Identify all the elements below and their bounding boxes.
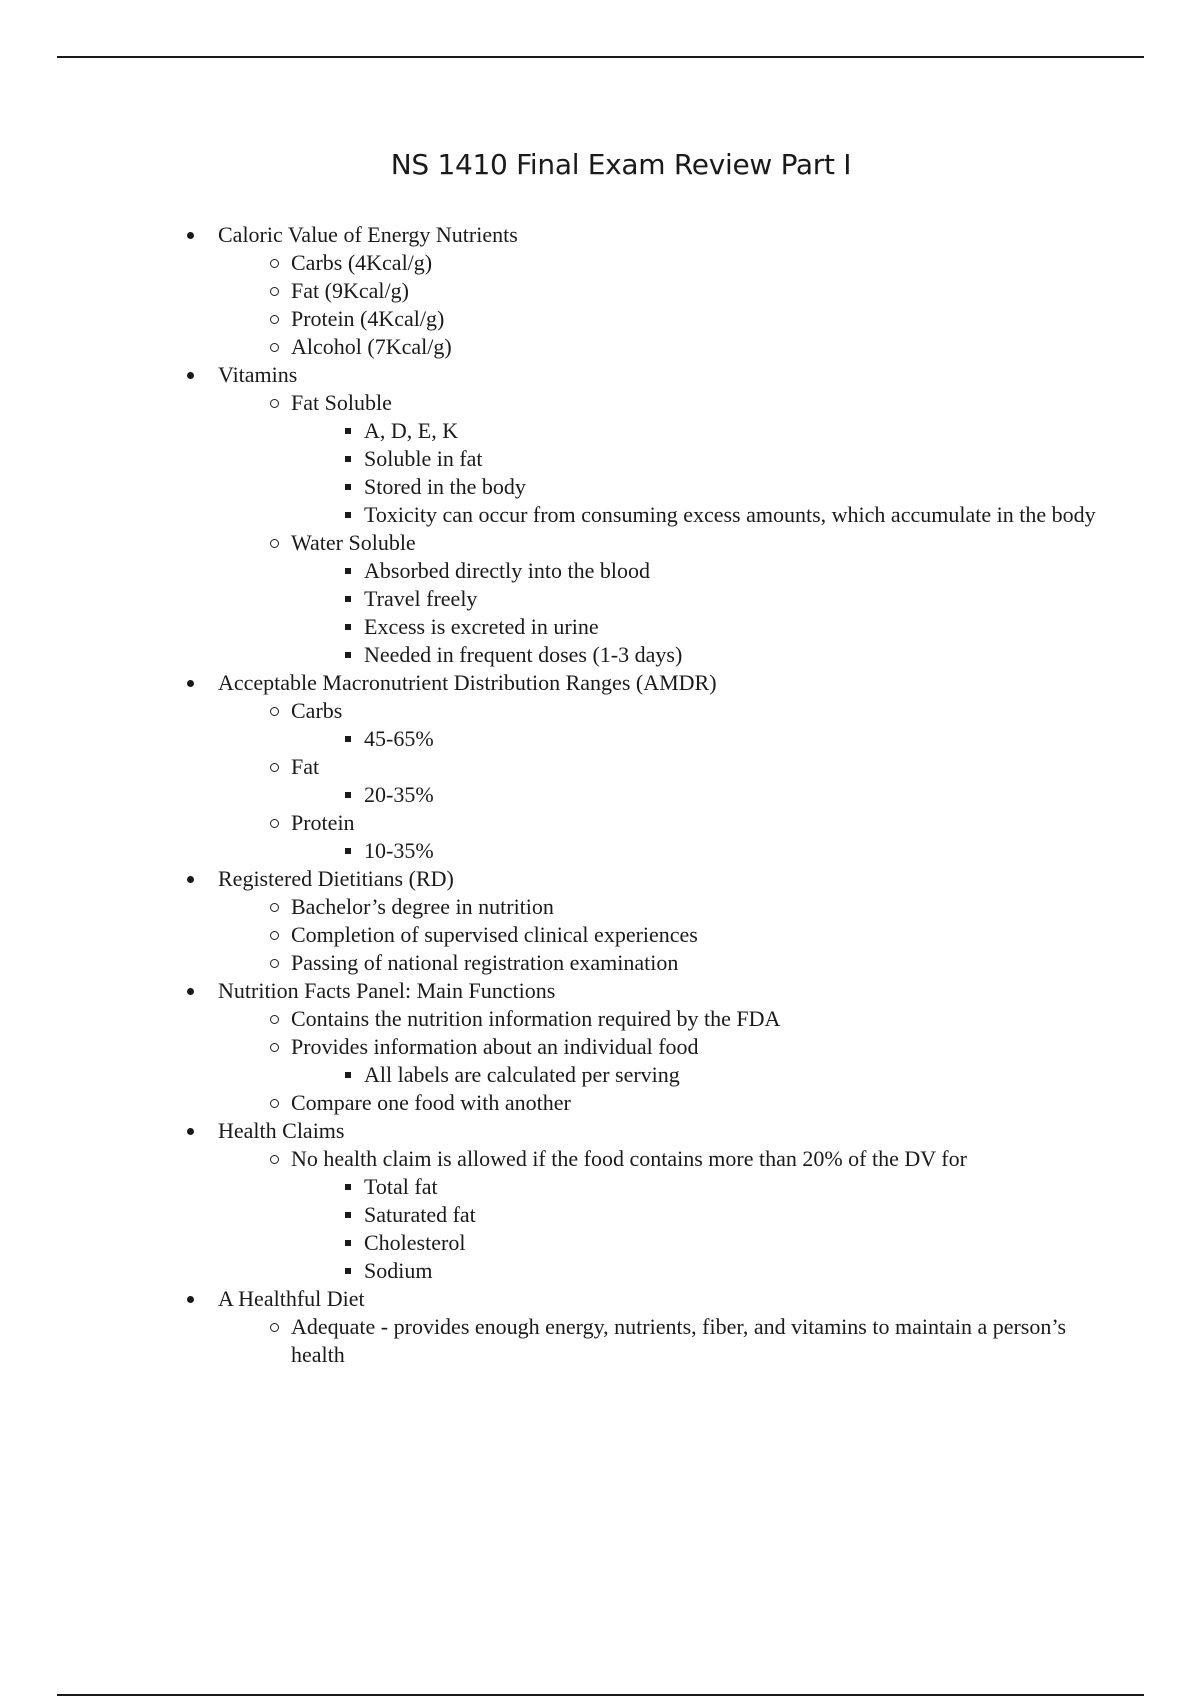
sub-item: [218, 249, 1200, 277]
bullet-ring-icon: [264, 921, 284, 949]
bullet-ring-icon: [264, 1033, 284, 1061]
bullet-square-icon: [338, 1229, 358, 1257]
bullet-ring-icon: [264, 389, 284, 417]
bullet-dot-icon: [180, 1285, 200, 1313]
bullet-ring-icon: [264, 1145, 284, 1173]
sub-list: [218, 893, 1200, 977]
sub-item-text: Fat: [291, 754, 320, 779]
bullet-square-icon: [338, 473, 358, 501]
detail-item: [291, 1229, 1200, 1257]
sub-item-text: No health claim is allowed if the food contains more than 20% of the DV for: [291, 1146, 967, 1171]
bullet-square-icon: [338, 613, 358, 641]
detail-item: [291, 557, 1200, 585]
bullet-square-icon: [338, 557, 358, 585]
detail-list: [291, 1173, 1200, 1285]
sub-item: [218, 1005, 1200, 1033]
detail-item-text: 10-35%: [364, 838, 434, 863]
outline-item-text: Registered Dietitians (RD): [218, 866, 454, 891]
detail-list: [291, 725, 1200, 753]
sub-item-text: Passing of national registration examination: [291, 950, 679, 975]
bullet-ring-icon: [264, 1313, 284, 1341]
sub-item-text: Contains the nutrition information required by the FDA: [291, 1006, 781, 1031]
sub-item-text: Adequate - provides enough energy, nutrients, fiber, and vitamins to maintain a person’s health: [291, 1314, 1067, 1367]
sub-item: [218, 529, 1200, 669]
bullet-square-icon: [338, 501, 358, 529]
bullet-ring-icon: [264, 809, 284, 837]
sub-list: [218, 1145, 1200, 1285]
detail-item: [291, 1173, 1200, 1201]
bullet-ring-icon: [264, 1089, 284, 1117]
bullet-square-icon: [338, 1201, 358, 1229]
sub-item: [218, 1089, 1200, 1117]
bullet-dot-icon: [180, 977, 200, 1005]
bullet-ring-icon: [264, 249, 284, 277]
bullet-square-icon: [338, 837, 358, 865]
detail-item-text: A, D, E, K: [364, 418, 459, 443]
detail-item: [291, 417, 1200, 445]
bullet-dot-icon: [180, 361, 200, 389]
sub-item-text: Carbs: [291, 698, 343, 723]
sub-item-text: Fat Soluble: [291, 390, 392, 415]
outline-item: [0, 977, 1200, 1117]
outline-item-text: A Healthful Diet: [218, 1286, 365, 1311]
detail-item: [291, 473, 1200, 501]
detail-item-text: Sodium: [364, 1258, 433, 1283]
bullet-ring-icon: [264, 753, 284, 781]
sub-list: [218, 249, 1200, 361]
bottom-rule: [57, 1694, 1144, 1696]
detail-list: [291, 1061, 1200, 1089]
sub-item-text: Compare one food with another: [291, 1090, 571, 1115]
detail-item-text: All labels are calculated per serving: [364, 1062, 680, 1087]
bullet-square-icon: [338, 781, 358, 809]
sub-item: [218, 1145, 1200, 1285]
sub-item-text: Completion of supervised clinical experiences: [291, 922, 698, 947]
detail-list: [291, 781, 1200, 809]
detail-item: [291, 585, 1200, 613]
detail-item: [291, 781, 1200, 809]
sub-item: [218, 333, 1200, 361]
bullet-dot-icon: [180, 221, 200, 249]
bullet-square-icon: [338, 1061, 358, 1089]
sub-item: [218, 1313, 1200, 1369]
detail-item-text: 45-65%: [364, 726, 434, 751]
sub-item: [218, 389, 1200, 529]
sub-item-text: Protein: [291, 810, 355, 835]
sub-item: [218, 1033, 1200, 1089]
bullet-square-icon: [338, 585, 358, 613]
outline-item: [0, 1285, 1200, 1369]
detail-item: [291, 1257, 1200, 1285]
sub-list: [218, 389, 1200, 669]
detail-item: [291, 725, 1200, 753]
bullet-dot-icon: [180, 1117, 200, 1145]
detail-item: [291, 501, 1200, 529]
sub-item: [218, 949, 1200, 977]
detail-item: [291, 1061, 1200, 1089]
detail-item-text: Excess is excreted in urine: [364, 614, 599, 639]
bullet-ring-icon: [264, 949, 284, 977]
bullet-dot-icon: [180, 669, 200, 697]
detail-item-text: Needed in frequent doses (1-3 days): [364, 642, 683, 667]
detail-list: [291, 557, 1200, 669]
outline-item-text: Nutrition Facts Panel: Main Functions: [218, 978, 556, 1003]
sub-item-text: Carbs (4Kcal/g): [291, 250, 433, 275]
bullet-square-icon: [338, 641, 358, 669]
bullet-ring-icon: [264, 529, 284, 557]
detail-item-text: Soluble in fat: [364, 446, 483, 471]
bullet-ring-icon: [264, 333, 284, 361]
outline-item: [0, 221, 1200, 361]
bullet-ring-icon: [264, 893, 284, 921]
detail-item-text: Toxicity can occur from consuming excess amounts, which accumulate in the body: [364, 502, 1096, 527]
bullet-ring-icon: [264, 305, 284, 333]
bullet-square-icon: [338, 1173, 358, 1201]
sub-item-text: Bachelor’s degree in nutrition: [291, 894, 554, 919]
outline-item: [0, 865, 1200, 977]
outline-list: [0, 221, 1200, 1369]
sub-item-text: Fat (9Kcal/g): [291, 278, 409, 303]
outline: [0, 221, 1200, 1369]
sub-item: [218, 893, 1200, 921]
detail-item-text: Total fat: [364, 1174, 438, 1199]
sub-item-text: Provides information about an individual food: [291, 1034, 699, 1059]
bullet-ring-icon: [264, 697, 284, 725]
detail-item-text: Absorbed directly into the blood: [364, 558, 650, 583]
sub-list: [218, 1005, 1200, 1117]
sub-item-text: Alcohol (7Kcal/g): [291, 334, 452, 359]
sub-item: [218, 305, 1200, 333]
outline-item-text: Caloric Value of Energy Nutrients: [218, 222, 518, 247]
detail-item-text: Cholesterol: [364, 1230, 466, 1255]
sub-list: [218, 697, 1200, 865]
outline-item: [0, 361, 1200, 669]
detail-item-text: Travel freely: [364, 586, 478, 611]
outline-item: [0, 669, 1200, 865]
bullet-square-icon: [338, 445, 358, 473]
detail-item: [291, 445, 1200, 473]
outline-item-text: Acceptable Macronutrient Distribution Ranges (AMDR): [218, 670, 717, 695]
bullet-square-icon: [338, 417, 358, 445]
outline-item: [0, 1117, 1200, 1285]
sub-item: [218, 921, 1200, 949]
outline-item-text: Health Claims: [218, 1118, 345, 1143]
bullet-square-icon: [338, 725, 358, 753]
detail-list: [291, 837, 1200, 865]
sub-item-text: Water Soluble: [291, 530, 416, 555]
sub-item-text: Protein (4Kcal/g): [291, 306, 445, 331]
detail-list: [291, 417, 1200, 529]
detail-item: [291, 613, 1200, 641]
detail-item: [291, 837, 1200, 865]
sub-list: [218, 1313, 1200, 1369]
detail-item-text: 20-35%: [364, 782, 434, 807]
sub-item: [218, 697, 1200, 753]
sub-item: [218, 277, 1200, 305]
page-title: NS 1410 Final Exam Review Part I: [390, 148, 852, 181]
bullet-ring-icon: [264, 277, 284, 305]
bullet-dot-icon: [180, 865, 200, 893]
sub-item: [218, 809, 1200, 865]
detail-item-text: Stored in the body: [364, 474, 526, 499]
sub-item: [218, 753, 1200, 809]
detail-item: [291, 641, 1200, 669]
bullet-square-icon: [338, 1257, 358, 1285]
detail-item: [291, 1201, 1200, 1229]
detail-item-text: Saturated fat: [364, 1202, 476, 1227]
outline-item-text: Vitamins: [218, 362, 298, 387]
bullet-ring-icon: [264, 1005, 284, 1033]
top-rule: [57, 56, 1144, 58]
